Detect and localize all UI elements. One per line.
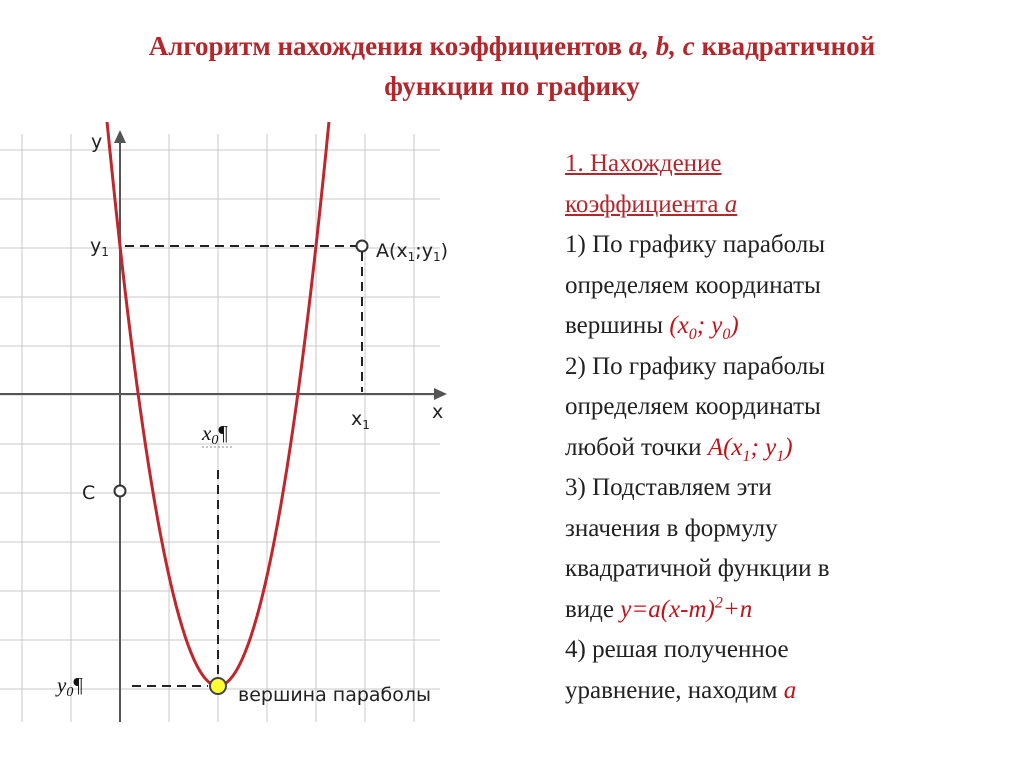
step3-line3: квадратичной функции в — [565, 555, 830, 582]
x1-label: $x_1$ — [351, 408, 370, 432]
step1-line3: вершины ($x_0$; $y_0$) — [565, 312, 739, 343]
step4-line2: уравнение, находим a — [565, 676, 797, 704]
point-a — [357, 241, 368, 252]
x-axis-arrow — [434, 388, 447, 400]
step2-line2: определяем координаты — [565, 393, 821, 420]
algorithm-text — [565, 144, 1015, 711]
y0-label: y0¶ — [57, 673, 83, 700]
y1-label: $y_1$ — [90, 235, 109, 259]
title-line2: функции по графику — [384, 71, 640, 101]
point-a-label: $A(x_1;y_1)$ — [376, 240, 449, 264]
y-axis-arrow — [114, 130, 126, 143]
step3-line4: виде $y=a(x-m)^2+n$ — [565, 594, 753, 623]
heading-line2: коэффициента a — [565, 190, 738, 218]
y-axis-label: y — [91, 131, 103, 153]
vertex-point — [210, 678, 226, 694]
x-axis-label: x — [432, 401, 444, 423]
step1-line1: 1) По графику параболы — [565, 231, 826, 258]
parabola-curve — [44, 122, 386, 686]
parabola-graph — [0, 122, 545, 742]
vertex-label: вершина параболы — [238, 684, 432, 706]
heading-line1: 1. Нахождение — [565, 150, 722, 177]
x0-label: x0¶ — [202, 421, 228, 448]
step2-line1: 2) По графику параболы — [565, 352, 826, 380]
step4-line1: 4) решая полученное — [565, 636, 789, 663]
slide-title — [0, 26, 1024, 106]
step3-line1: 3) Подставляем эти — [565, 474, 772, 501]
title-part1: Алгоритм нахождения коэффициентов — [148, 31, 629, 61]
title-coefficients: a, b, c — [628, 31, 695, 61]
step3-line2: значения в формулу — [565, 514, 778, 542]
point-c — [115, 486, 126, 497]
step1-line2: определяем координаты — [565, 271, 821, 299]
title-part2: квадратичной — [694, 31, 876, 61]
c-label: C — [82, 482, 96, 504]
step2-line3: любой точки $A(x_1$; $y_1$) — [565, 433, 793, 465]
